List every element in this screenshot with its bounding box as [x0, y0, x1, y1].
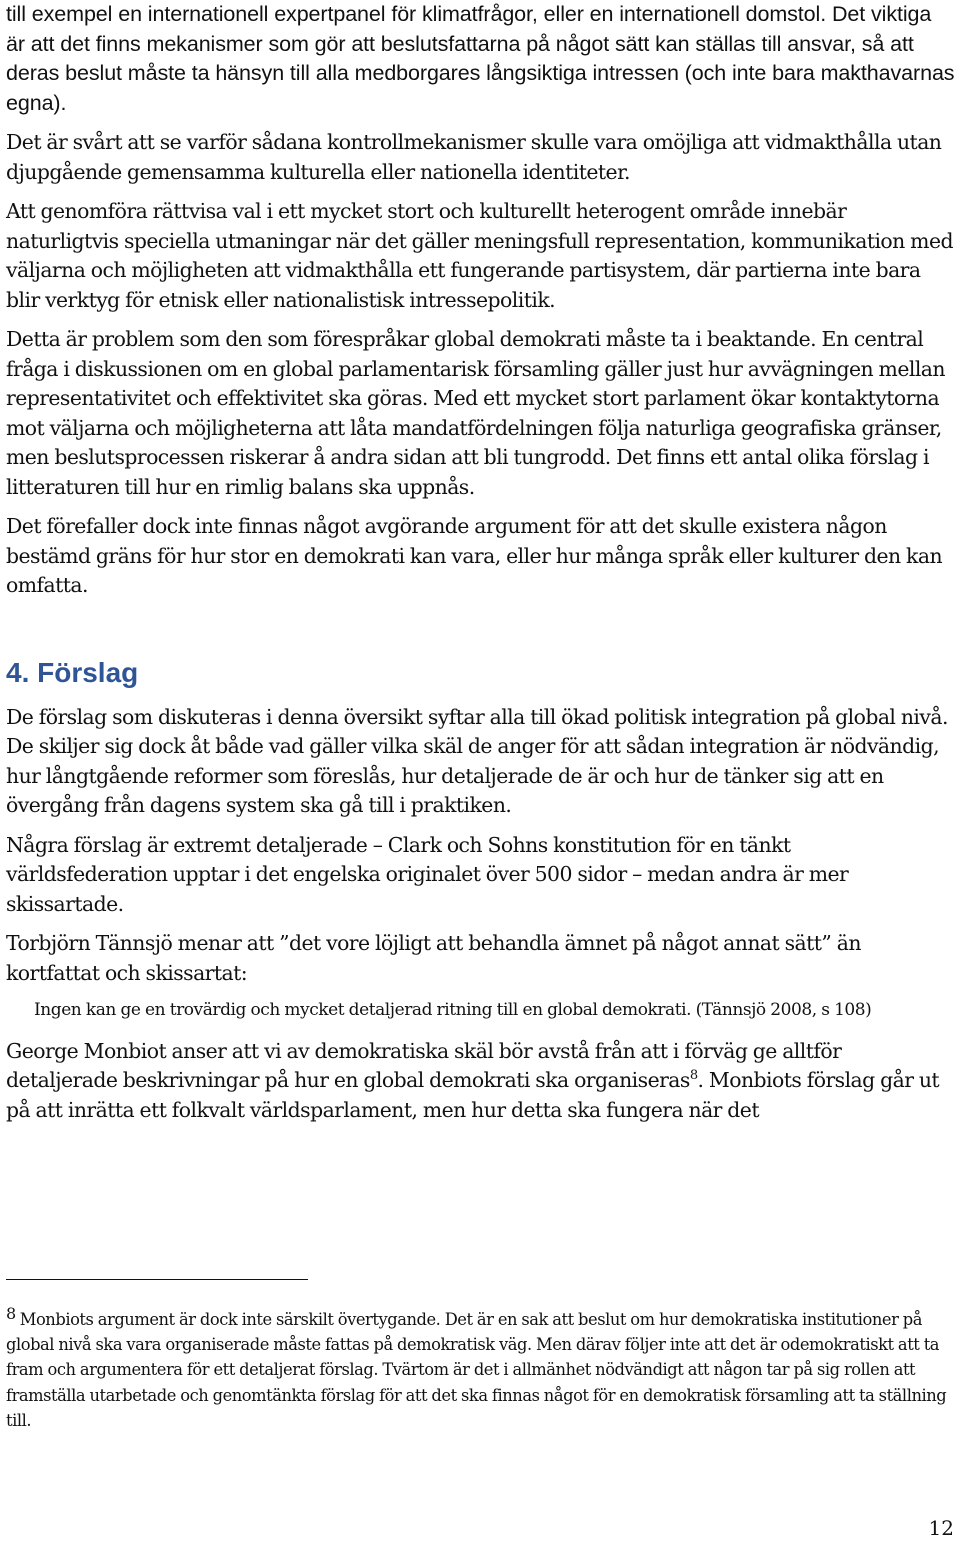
footnote — [6, 1304, 951, 1433]
page-number: 12 — [928, 1516, 954, 1540]
footnote-reference[interactable]: 8 — [689, 1068, 698, 1083]
body-paragraph: Några förslag är extremt detaljerade – Clark och Sohns konstitution för en tänkt världsfederation upptar i det engelska originalet över 500 sidor – medan andra är mer skissartade. — [6, 832, 849, 916]
section-heading: 4. Förslag — [6, 656, 139, 688]
body-paragraph: Det förefaller dock inte finnas något avgörande argument för att det skulle existera någon bestämd gräns för hur stor en demokrati kan vara, eller hur många språk eller kulturer den kan omfatta. — [6, 514, 943, 597]
footnote-text: Monbiots argument är dock inte särskilt övertygande. Det är en sak att beslut om hur demokratiska institutioner på global nivå ska vara organiserade måste fattas på demokratisk väg. Men därav följer inte att det är odemokratiskt att ta fram och argumentera för ett detaljerat förslag. Tvärtom är det i allmänhet nödvändigt att någon tar på sig rollen att framställa utarbetade och genomtänkta förslag för att det ska finnas något för en demokratisk församling att ta ställning till. — [6, 1310, 947, 1430]
body-paragraph: Att genomföra rättvisa val i ett mycket stort och kulturellt heterogent område innebär naturligtvis speciella utmaningar när det gäller meningsfull representation, kommunikation med väljarna och möjligheten att vidmakthålla ett fungerande partisystem, där partierna inte bara blir verktyg för etnisk eller nationalistisk intressepolitik. — [6, 199, 953, 312]
footnote-marker: 8 — [6, 1304, 16, 1323]
body-paragraph-with-footnote-ref — [6, 1037, 956, 1126]
body-paragraph: Det är svårt att se varför sådana kontrollmekanismer skulle vara omöjliga att vidmakthålla utan djupgående gemensamma kulturella eller nationella identiteter. — [6, 130, 942, 184]
body-paragraph: Torbjörn Tännsjö menar att ”det vore löjligt att behandla ämnet på något annat sätt” än kortfattat och skissartat: — [6, 931, 861, 985]
paragraph-text: . Monbiots förslag går ut på att inrätta ett folkvalt världsparlament, men hur detta ska fungera när det — [6, 1068, 940, 1122]
document-body — [6, 0, 956, 1135]
block-quote: Ingen kan ge en trovärdig och mycket detaljerad ritning till en global demokrati. (Tännsjö 2008, s 108) — [34, 1000, 872, 1020]
paragraph-text: George Monbiot anser att vi av demokratiska skäl bör avstå från att i förväg ge alltför detaljerade beskrivningar på hur en global demokrati ska organiseras — [6, 1038, 842, 1092]
footnote-separator — [6, 1279, 308, 1280]
body-paragraph: till exempel en internationell expertpanel för klimatfrågor, eller en internationell domstol. Det viktiga är att det finns mekanismer som gör att beslutsfattarna på något sätt kan ställas till ansvar, så att deras beslut måste ta hänsyn till alla medborgares långsiktiga intressen (och inte bara makthavarnas egna). — [6, 2, 955, 115]
body-paragraph: De förslag som diskuteras i denna översikt syftar alla till ökad politisk integration på global nivå. De skiljer sig dock åt både vad gäller vilka skäl de anger för att sådan integration är nödvändig, hur långtgående reformer som föreslås, hur detaljerade de är och hur de tänker sig att en övergång från dagens system ska gå till i praktiken. — [6, 704, 948, 817]
body-paragraph: Detta är problem som den som förespråkar global demokrati måste ta i beaktande. En central fråga i diskussionen om en global parlamentarisk församling gäller just hur avvägningen mellan representativitet och effektivitet ska göras. Med ett mycket stort parlament ökar kontaktytorna mot väljarna och möjligheterna att låta mandatfördelningen följa naturliga geografiska gränser, men beslutsprocessen riskerar å andra sidan att bli tungrodd. Det finns ett antal olika förslag i litteraturen till hur en rimlig balans ska uppnås. — [6, 327, 945, 499]
